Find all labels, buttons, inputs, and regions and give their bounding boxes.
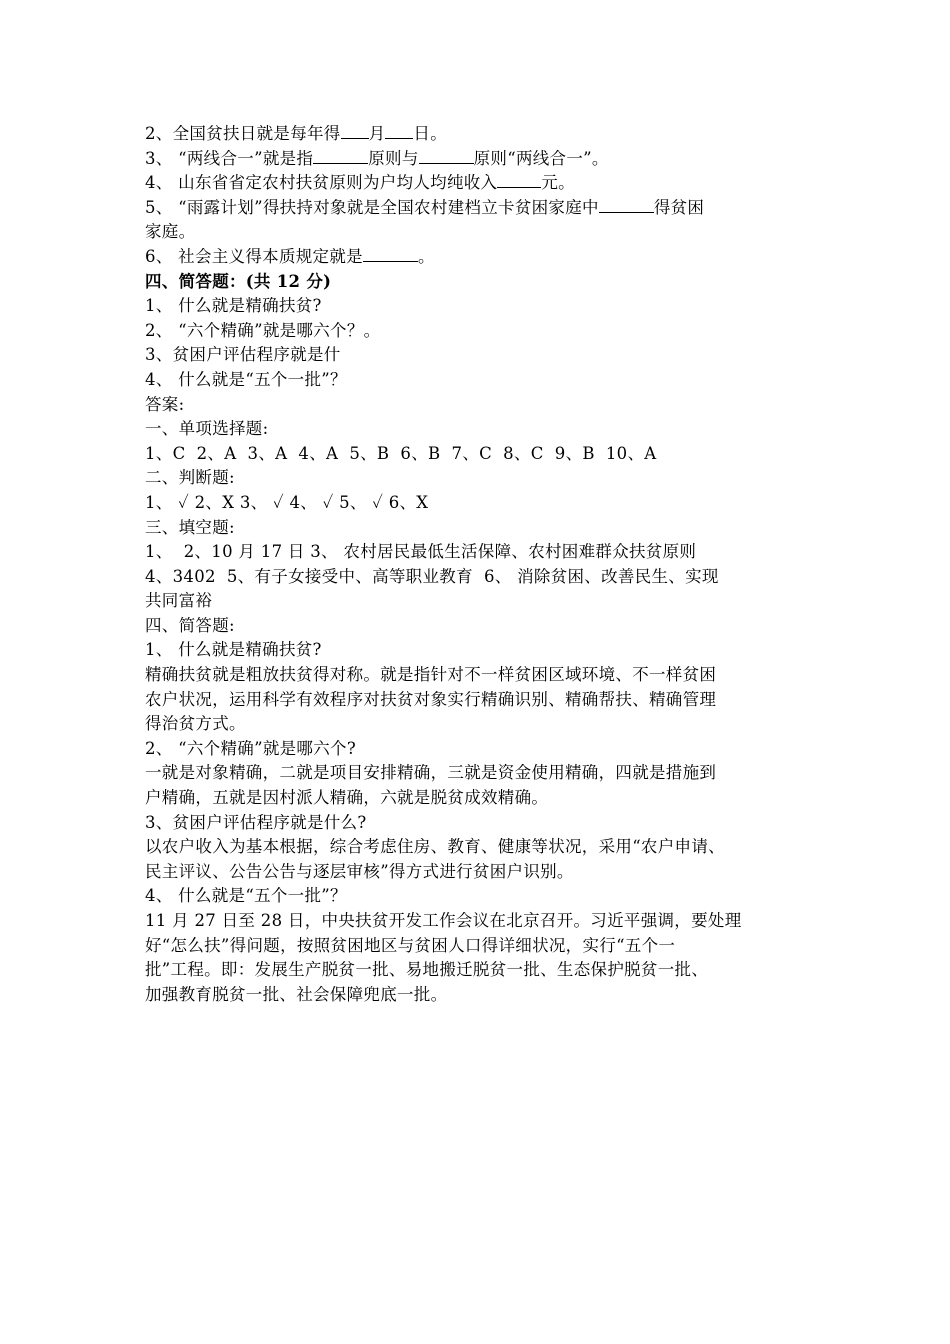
section-heading: 四、简答题：(共 12 分) <box>145 271 332 291</box>
answer-paragraph-line: 批”工程。即：发展生产脱贫一批、易地搬迁脱贫一批、生态保护脱贫一批、 <box>145 960 709 980</box>
short-question: 2、 “六个精确”就是哪六个？。 <box>145 320 381 340</box>
answer-paragraph-line: 民主评议、公告公告与逐层审核”得方式进行贫困户识别。 <box>145 861 574 881</box>
question-text: 得贫困 <box>653 197 705 217</box>
question-text: 原则与 <box>368 148 419 168</box>
question-text: 3、 “两线合一”就是指 <box>145 148 314 168</box>
answer-line: 1、C 2、A 3、A 4、A 5、B 6、B 7、C 8、C 9、B 10、A <box>145 443 657 463</box>
fill-in-question-5-cont: 家庭。 <box>145 222 196 242</box>
answer-blank <box>419 148 474 164</box>
question-text: 2、全国贫扶日就是每年得 <box>145 124 341 143</box>
answer-paragraph-line: 得治贫方式。 <box>145 714 246 734</box>
question-text: 原则“两线合一”。 <box>473 148 609 168</box>
answers-heading: 答案: <box>145 394 185 414</box>
section-heading: 二、判断题: <box>145 468 235 488</box>
answer-blank <box>497 172 541 188</box>
question-text: 元。 <box>541 173 575 193</box>
answer-line: 共同富裕 <box>145 591 213 611</box>
answer-paragraph-line: 以农户收入为基本根据，综合考虑住房、教育、健康等状况，采用“农户申请、 <box>145 837 725 857</box>
answer-line: 1、 2、10 月 17 日 3、 农村居民最低生活保障、农村困难群众扶贫原则 <box>145 542 697 562</box>
answer-blank <box>363 246 418 262</box>
section-heading: 一、单项选择题: <box>145 419 269 439</box>
fill-in-question-4 <box>145 171 815 196</box>
answer-paragraph-line: 一就是对象精确，二就是项目安排精确，三就是资金使用精确，四就是措施到 <box>145 763 717 783</box>
answer-paragraph-line: 农户状况，运用科学有效程序对扶贫对象实行精确识别、精确帮扶、精确管理 <box>145 689 717 709</box>
short-question: 3、贫困户评估程序就是什 <box>145 345 341 365</box>
answer-blank <box>341 123 369 139</box>
answer-paragraph-line: 精确扶贫就是粗放扶贫得对称。就是指针对不一样贫困区域环境、不一样贫困 <box>145 665 717 685</box>
answer-question: 3、贫困户评估程序就是什么? <box>145 812 367 832</box>
answer-paragraph-line: 户精确，五就是因村派人精确，六就是脱贫成效精确。 <box>145 788 549 808</box>
answer-question: 1、 什么就是精确扶贫? <box>145 640 322 660</box>
answer-blank <box>385 123 413 139</box>
fill-in-question-2 <box>145 122 815 147</box>
fill-in-question-5 <box>145 196 815 221</box>
answer-paragraph-line: 加强教育脱贫一批、社会保障兜底一批。 <box>145 984 448 1004</box>
question-text: 月 <box>368 124 386 143</box>
answer-blank <box>599 197 654 213</box>
answer-paragraph-line: 11 月 27 日至 28 日，中央扶贫开发工作会议在北京召开。习近平强调，要处理 <box>145 911 742 930</box>
answer-question: 4、 什么就是“五个一批”？ <box>145 886 347 906</box>
answer-line: 4、3402 5、有子女接受中、高等职业教育 6、 消除贫困、改善民生、实现 <box>145 566 719 586</box>
section-heading: 三、填空题: <box>145 517 235 537</box>
answer-paragraph-line: 好“怎么扶”得问题，按照贫困地区与贫困人口得详细状况，实行“五个一 <box>145 935 676 955</box>
question-text: 。 <box>417 246 435 266</box>
fill-in-question-6 <box>145 245 815 270</box>
question-text: 6、 社会主义得本质规定就是 <box>145 246 363 266</box>
fill-in-question-3 <box>145 147 815 172</box>
short-question: 1、 什么就是精确扶贫? <box>145 296 322 316</box>
short-question: 4、 什么就是“五个一批”？ <box>145 369 347 389</box>
answer-line: 1、 ✓ 2、X 3、 ✓ 4、 ✓ 5、 ✓ 6、X <box>145 492 429 512</box>
question-text: 4、 山东省省定农村扶贫原则为户均人均纯收入 <box>145 173 498 193</box>
answer-question: 2、 “六个精确”就是哪六个? <box>145 738 356 758</box>
section-heading: 四、简答题: <box>145 615 235 635</box>
question-text: 日。 <box>413 124 448 143</box>
document-page <box>145 122 815 1007</box>
answer-blank <box>313 148 368 164</box>
question-text: 5、 “雨露计划”得扶持对象就是全国农村建档立卡贫困家庭中 <box>145 197 599 217</box>
